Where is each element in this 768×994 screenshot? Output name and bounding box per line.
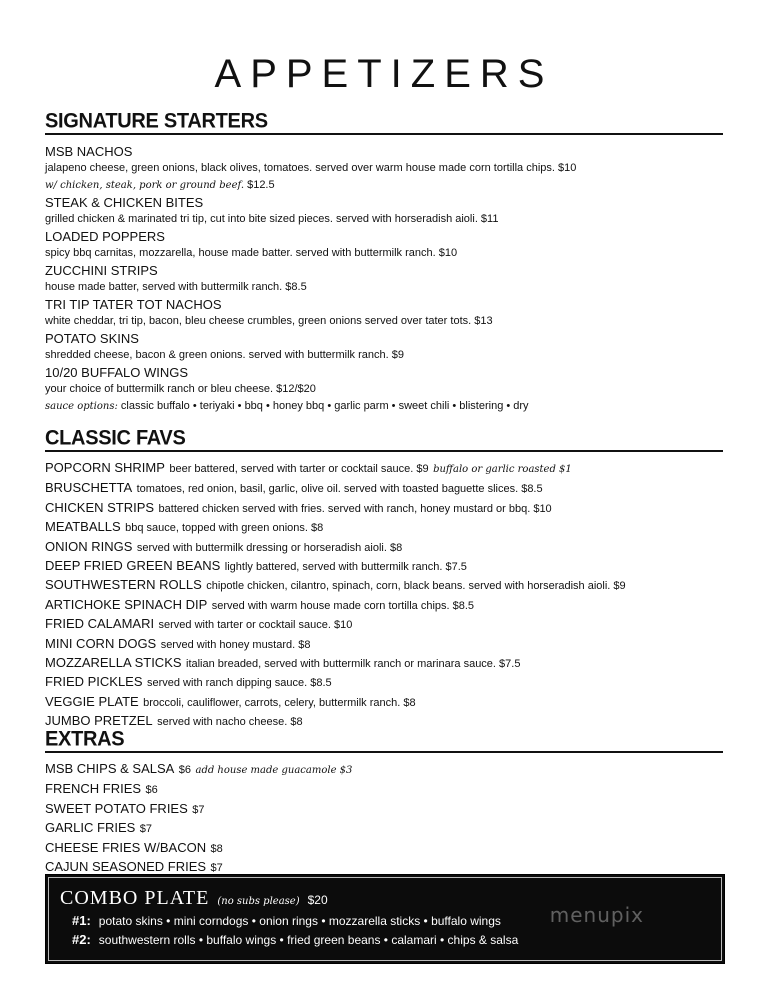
item-price: $6 <box>145 784 158 797</box>
combo-row-items: southwestern rolls • buffalo wings • fried green beans • calamari • chips & salsa <box>98 933 519 947</box>
menu-line <box>45 576 745 595</box>
page-title: APPETIZERS <box>214 52 554 96</box>
nachos-addon <box>45 177 745 194</box>
menu-line <box>45 819 745 838</box>
item-desc: served with nacho cheese. $8 <box>157 716 303 729</box>
menu-line <box>45 538 745 557</box>
item-name: CHEESE FRIES W/BACON <box>45 839 207 855</box>
item-name: 10/20 BUFFALO WINGS <box>45 365 189 380</box>
item-desc: italian breaded, served with buttermilk ranch or marinara sauce. $7.5 <box>186 658 521 671</box>
item-name: FRIED PICKLES <box>45 674 143 690</box>
combo-row-items: potato skins • mini corndogs • onion rings • mozzarella sticks • buffalo wings <box>98 914 501 928</box>
item-desc: tomatoes, red onion, basil, garlic, olive oil. served with toasted baguette slices. $8.5 <box>136 483 543 496</box>
menu-line <box>45 673 745 692</box>
combo-plate-box <box>45 874 725 964</box>
item-desc: served with buttermilk dressing or horseradish aioli. $8 <box>136 541 403 554</box>
menu-line <box>45 499 745 518</box>
menu-line <box>45 800 745 819</box>
sauce-label: sauce options: <box>45 401 118 412</box>
section-heading-extras <box>45 728 723 753</box>
item-name: ARTICHOKE SPINACH DIP <box>45 596 208 612</box>
item-name: BRUSCHETTA <box>45 480 133 496</box>
item-name: LOADED POPPERS <box>45 229 165 244</box>
menu-line <box>45 635 745 654</box>
item-price: $8 <box>210 842 223 855</box>
item-name: VEGGIE PLATE <box>45 693 139 709</box>
item-desc: lightly battered, served with buttermilk ranch. $7.5 <box>224 561 467 574</box>
combo-row-label: #2: <box>72 932 91 947</box>
item-name: ZUCCHINI STRIPS <box>45 263 158 278</box>
item-desc: your choice of buttermilk ranch or bleu cheese. $12/$20 <box>45 383 316 395</box>
item-price: $7 <box>139 823 152 836</box>
item-name: MEATBALLS <box>45 519 121 535</box>
item-name: DEEP FRIED GREEN BEANS <box>45 558 221 574</box>
menu-line <box>45 760 745 780</box>
menu-line <box>45 596 745 615</box>
nachos-addon-price: $12.5 <box>247 179 275 191</box>
nachos-addon-text: w/ chicken, steak, pork or ground beef. <box>45 180 245 191</box>
menu-line <box>45 479 745 498</box>
item-name: JUMBO PRETZEL <box>45 713 153 729</box>
menu-line <box>45 839 745 858</box>
combo-note: (no subs please) <box>217 896 300 907</box>
item-desc: spicy bbq carnitas, mozzarella, house made batter. served with buttermilk ranch. $10 <box>45 247 458 259</box>
sauce-list: classic buffalo • teriyaki • bbq • honey bbq • garlic parm • sweet chili • blistering • dry <box>120 400 529 412</box>
combo-row-1 <box>72 913 501 928</box>
section-heading-text: CLASSIC FAVS <box>45 426 186 450</box>
item-desc: grilled chicken & marinated tri tip, cut into bite sized pieces. served with horseradish aioli. $11 <box>45 213 499 225</box>
menu-line <box>45 459 745 479</box>
classic-list <box>45 459 745 732</box>
signature-list <box>45 143 745 415</box>
item-name: POPCORN SHRIMP <box>45 460 165 475</box>
item-name: CAJUN SEASONED FRIES <box>45 859 207 875</box>
item-name: ONION RINGS <box>45 538 133 554</box>
item-name: MSB NACHOS <box>45 144 133 159</box>
item-desc: jalapeno cheese, green onions, black olives, tomatoes. served over warm house made corn tortilla chips. $10 <box>45 162 577 174</box>
item-name: POTATO SKINS <box>45 331 139 346</box>
menu-line <box>45 518 745 537</box>
menu-line <box>45 615 745 634</box>
item-name: SWEET POTATO FRIES <box>45 800 188 816</box>
item-name: MOZZARELLA STICKS <box>45 655 182 671</box>
item-desc: served with honey mustard. $8 <box>160 638 311 651</box>
chips-addon: add house made guacamole $3 <box>195 765 353 776</box>
item-name: FRENCH FRIES <box>45 781 142 797</box>
item-desc: served with warm house made corn tortilla chips. $8.5 <box>211 599 475 612</box>
item-name: STEAK & CHICKEN BITES <box>45 195 204 210</box>
combo-price: $20 <box>307 893 328 907</box>
menu-line <box>45 693 745 712</box>
item-price: $6 <box>178 764 192 776</box>
watermark: menupix <box>549 903 644 927</box>
item-name: MSB CHIPS & SALSA <box>45 761 175 776</box>
item-desc: bbq sauce, topped with green onions. $8 <box>125 522 324 535</box>
item-name: CHICKEN STRIPS <box>45 499 155 515</box>
item-desc: broccoli, cauliflower, carrots, celery, buttermilk ranch. $8 <box>143 696 416 709</box>
combo-title-row <box>60 887 328 910</box>
item-desc: served with tarter or cocktail sauce. $10 <box>158 619 353 632</box>
item-desc: house made batter, served with buttermilk ranch. $8.5 <box>45 281 307 293</box>
item-name: GARLIC FRIES <box>45 820 136 836</box>
item-price: $7 <box>192 803 205 816</box>
section-heading-text: EXTRAS <box>45 727 125 751</box>
item-name: FRIED CALAMARI <box>45 616 155 632</box>
menu-line <box>45 557 745 576</box>
item-desc: white cheddar, tri tip, bacon, bleu cheese crumbles, green onions served over tater tots. $13 <box>45 315 493 327</box>
item-name: MINI CORN DOGS <box>45 635 157 651</box>
sauce-options <box>45 398 745 415</box>
extras-list <box>45 760 745 877</box>
item-desc: beer battered, served with tarter or cocktail sauce. $9 <box>169 463 429 475</box>
item-desc: battered chicken served with fries. served with ranch, honey mustard or bbq. $10 <box>158 502 552 515</box>
combo-title: COMBO PLATE <box>60 887 210 909</box>
combo-row-label: #1: <box>72 913 91 928</box>
section-heading-classic <box>45 427 723 452</box>
combo-row-2 <box>72 932 518 947</box>
item-name: TRI TIP TATER TOT NACHOS <box>45 297 222 312</box>
item-desc: served with ranch dipping sauce. $8.5 <box>146 677 332 690</box>
section-heading-text: SIGNATURE STARTERS <box>45 109 268 133</box>
item-desc: chipotle chicken, cilantro, spinach, corn, black beans. served with horseradish aioli. $9 <box>206 580 626 593</box>
section-heading-signature <box>45 110 723 135</box>
item-name: SOUTHWESTERN ROLLS <box>45 577 202 593</box>
menu-line <box>45 654 745 673</box>
menu-line <box>45 780 745 799</box>
item-price: $7 <box>210 862 223 875</box>
shrimp-addon: buffalo or garlic roasted $1 <box>433 464 572 475</box>
item-desc: shredded cheese, bacon & green onions. served with buttermilk ranch. $9 <box>45 349 404 361</box>
